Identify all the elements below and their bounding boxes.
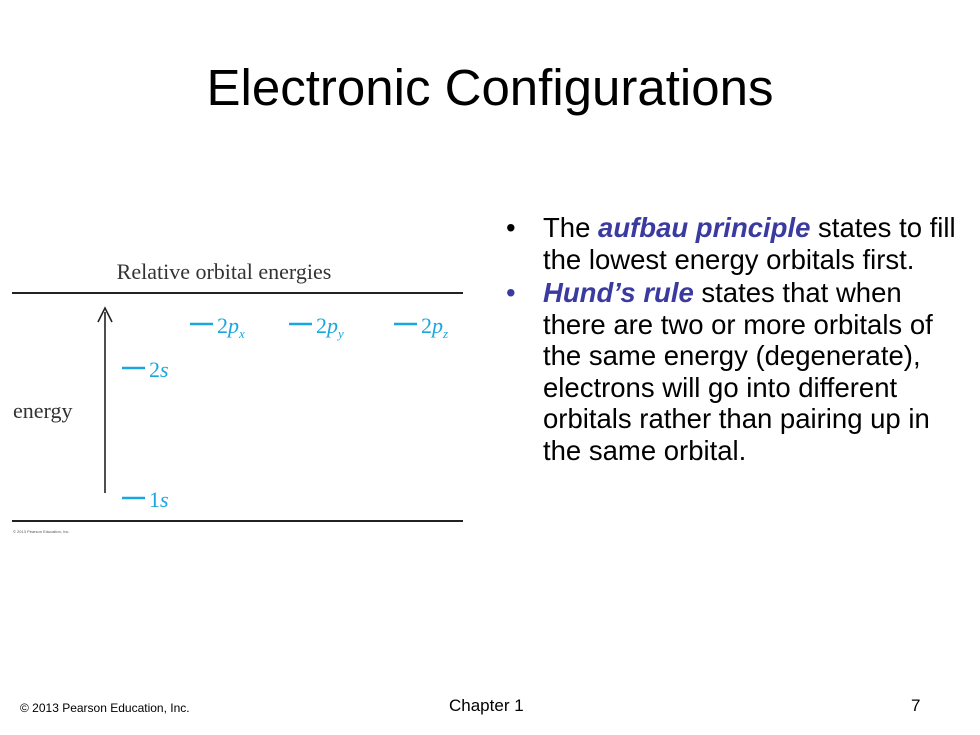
bullet-hunds-rule-text: states that when there are two or more orbitals of the same energy (degenerate), electrons will go into different orbitals rather than pairing up in the same orbital. bbox=[543, 277, 933, 466]
bullet-aufbau-text: states to fill the lowest energy orbitals first. bbox=[543, 212, 956, 275]
slide-title: Electronic Configurations bbox=[206, 59, 774, 116]
bullet-hunds-rule bbox=[500, 277, 970, 466]
bullet-marker: • bbox=[506, 212, 516, 243]
orbital-level-2s bbox=[122, 357, 169, 382]
orbital-level-2pz bbox=[394, 313, 448, 341]
hunds-rule-term: Hund’s rule bbox=[543, 277, 694, 308]
orbital-label-2pz: $2p_z$ bbox=[421, 313, 449, 341]
aufbau-principle-term: aufbau principle bbox=[598, 212, 811, 243]
bullet-aufbau-prefix: The bbox=[543, 212, 599, 243]
page-number: 7 bbox=[911, 696, 921, 715]
bullet-aufbau bbox=[500, 212, 970, 275]
bullet-list bbox=[500, 212, 970, 468]
diagram-copyright: © 2013 Pearson Education, Inc. bbox=[13, 529, 70, 534]
bullet-marker: • bbox=[506, 277, 516, 308]
orbital-label-2px: $2p_x$ bbox=[217, 313, 245, 341]
orbital-energy-diagram bbox=[0, 250, 470, 550]
orbital-label-2py: $2p_y$ bbox=[316, 313, 344, 341]
orbital-level-1s bbox=[122, 487, 169, 512]
energy-axis-label: energy bbox=[13, 398, 73, 423]
orbital-label-1s: 1s bbox=[149, 487, 169, 512]
orbital-label-2s: 2s bbox=[149, 357, 169, 382]
footer-copyright: © 2013 Pearson Education, Inc. bbox=[20, 701, 190, 715]
orbital-level-2py bbox=[289, 313, 344, 341]
orbital-level-2px bbox=[190, 313, 245, 341]
diagram-heading: Relative orbital energies bbox=[116, 259, 332, 284]
footer-chapter: Chapter 1 bbox=[449, 696, 524, 715]
